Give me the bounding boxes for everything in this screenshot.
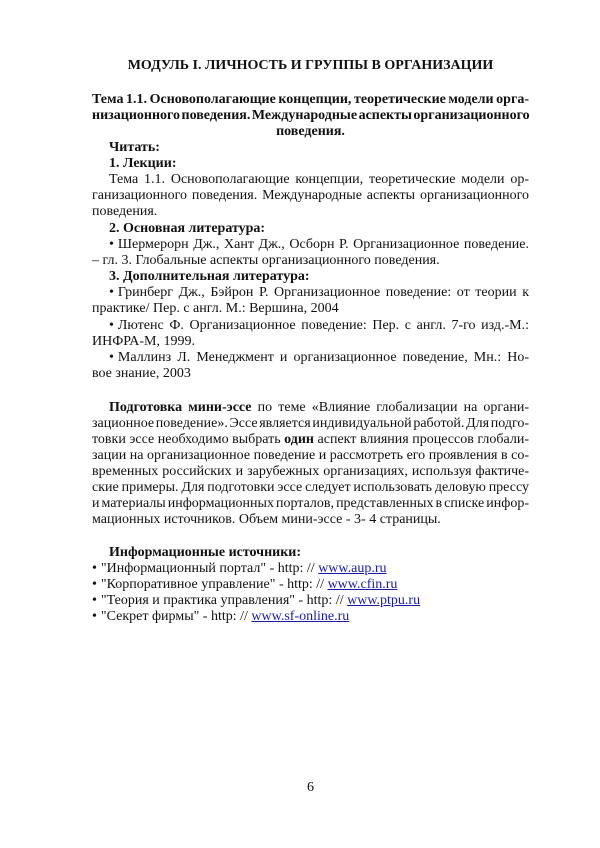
source-text: "Корпоративное управление" - http: //: [100, 577, 328, 592]
source-text: "Секрет фирмы" - http: //: [100, 609, 252, 624]
bullet-icon: •: [109, 285, 114, 300]
topic-title-line: Тема 1.1. Основополагающие концепции, теоретические модели орга-: [92, 92, 529, 107]
extra-lit-text: Гринберг Дж., Бэйрон Р. Организационное поведение: от теории к: [117, 285, 529, 300]
essay-line: [109, 400, 529, 416]
essay-text: по теме «Влияние глобализации на органи-: [251, 400, 529, 415]
essay-line: зации на организационное поведение и рассмотреть его проявления в со-: [92, 448, 529, 463]
source-text: "Информационный портал" - http: //: [100, 561, 319, 576]
source-item: [92, 593, 529, 609]
read-label: Читать:: [109, 140, 160, 155]
extra-lit-text: Маллинз Л. Менеджмент и организационное поведение, Мн.: Но-: [117, 350, 529, 365]
extra-lit-item: [109, 285, 529, 301]
bullet-icon: •: [92, 593, 97, 608]
source-item: [92, 609, 529, 625]
bullet-icon: •: [92, 577, 97, 592]
essay-bold: Подготовка мини-эссе: [109, 400, 252, 415]
extra-lit-line: вое знание, 2003: [92, 366, 191, 381]
source-link[interactable]: www.sf-online.ru: [251, 609, 350, 624]
module-title: МОДУЛЬ I. ЛИЧНОСТЬ И ГРУППЫ В ОРГАНИЗАЦИИ: [127, 58, 494, 73]
source-link[interactable]: www.ptpu.ru: [347, 593, 421, 608]
main-lit-line: – гл. 3. Глобальные аспекты организационного поведения.: [92, 253, 440, 268]
lectures-line: Тема 1.1. Основополагающие концепции, теоретические модели ор-: [109, 172, 529, 187]
page-number: 6: [307, 780, 314, 795]
essay-line: зационное поведение». Эссе является индивидуальной работой. Для подго-: [92, 416, 529, 431]
bullet-icon: •: [92, 609, 97, 624]
source-item: [92, 577, 529, 593]
lectures-line: ганизационного поведения. Международные аспекты организационного: [92, 188, 529, 203]
source-text: "Теория и практика управления" - http: //: [100, 593, 348, 608]
topic-title-line: низационного поведения. Международные аспекты организационного: [92, 108, 530, 123]
extra-lit-item: [109, 318, 529, 334]
essay-text: товки эссе необходимо выбрать: [92, 432, 285, 447]
essay-text: аспект влияния процессов глобали-: [313, 432, 529, 447]
main-lit-text: Шермерорн Дж., Хант Дж., Осборн Р. Организационное поведение.: [117, 237, 529, 252]
sources-heading: Информационные источники:: [109, 545, 302, 560]
main-lit-item: [109, 237, 529, 253]
essay-line: и материалы информационных порталов, представленных в списке инфор-: [92, 496, 529, 511]
essay-line: [92, 432, 529, 448]
source-link[interactable]: www.cfin.ru: [327, 577, 398, 592]
bullet-icon: •: [109, 318, 114, 333]
bullet-icon: •: [109, 350, 114, 365]
lectures-line: поведения.: [92, 204, 158, 219]
extra-lit-heading: 3. Дополнительная литература:: [109, 269, 310, 284]
essay-line: ские примеры. Для подготовки эссе следует использовать деловую прессу: [92, 480, 529, 495]
source-link[interactable]: www.aup.ru: [318, 561, 387, 576]
bullet-icon: •: [109, 237, 114, 252]
topic-title-line: поведения.: [276, 124, 345, 139]
essay-line: временных российских и зарубежных организациях, используя фактиче-: [92, 464, 529, 479]
extra-lit-text: Лютенс Ф. Организационное поведение: Пер. с англ. 7-го изд.-М.:: [117, 318, 529, 333]
extra-lit-line: практике/ Пер. с англ. М.: Вершина, 2004: [92, 301, 339, 316]
extra-lit-line: ИНФРА-М, 1999.: [92, 334, 195, 349]
essay-line: мационных источников. Объем мини-эссе - 3- 4 страницы.: [92, 512, 441, 527]
bullet-icon: •: [92, 561, 97, 576]
source-item: [92, 561, 529, 577]
main-lit-heading: 2. Основная литература:: [109, 221, 266, 236]
extra-lit-item: [109, 350, 529, 366]
lectures-heading: 1. Лекции:: [109, 156, 177, 171]
essay-bold: один: [284, 432, 314, 447]
